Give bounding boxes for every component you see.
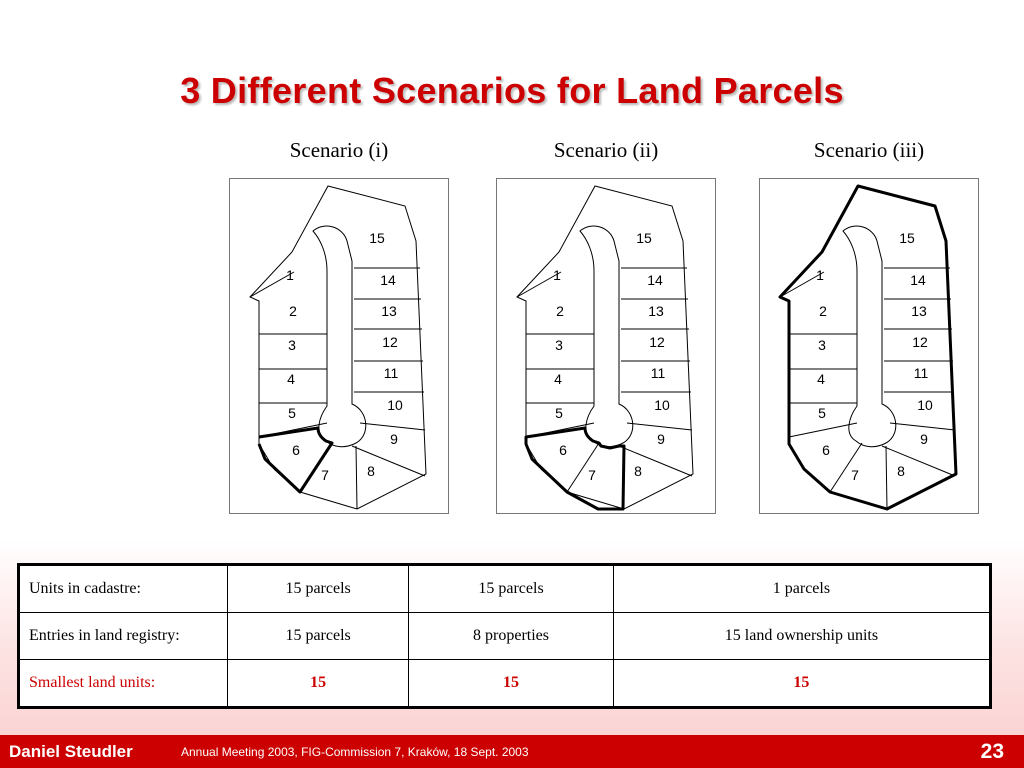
table-row (19, 660, 991, 708)
parcel-number: 14 (910, 272, 926, 288)
table-cell: 15 (613, 660, 990, 708)
parcel-number: 10 (387, 397, 403, 413)
parcel-map-scenario-i (229, 178, 449, 514)
table-cell: 15 (409, 660, 614, 708)
parcel-number: 10 (917, 397, 933, 413)
parcel-number: 4 (287, 371, 295, 387)
parcel-number: 6 (292, 442, 300, 458)
parcel-number: 7 (321, 467, 329, 483)
parcel-number: 12 (382, 334, 398, 350)
parcel-number: 15 (636, 230, 652, 246)
parcel-number: 2 (556, 303, 564, 319)
parcel-number: 4 (817, 371, 825, 387)
row-label: Entries in land registry: (19, 613, 228, 660)
table-row (19, 613, 991, 660)
parcel-number: 1 (286, 267, 294, 283)
parcel-number: 8 (897, 463, 905, 479)
scenario-label-i: Scenario (i) (289, 138, 389, 162)
table-row (19, 565, 991, 613)
slide-title: 3 Different Scenarios for Land Parcels (180, 70, 844, 111)
row-label: Smallest land units: (19, 660, 228, 708)
parcel-number: 8 (634, 463, 642, 479)
parcel-map-scenario-ii (496, 178, 716, 514)
scenario-label-ii: Scenario (ii) (553, 138, 659, 162)
parcel-number: 10 (654, 397, 670, 413)
parcel-number: 6 (822, 442, 830, 458)
parcel-number: 11 (650, 365, 666, 381)
parcel-number: 7 (588, 467, 596, 483)
parcel-number: 1 (553, 267, 561, 283)
parcel-number: 11 (913, 365, 929, 381)
parcel-number: 14 (647, 272, 663, 288)
parcel-number: 2 (819, 303, 827, 319)
parcel-number: 9 (390, 431, 398, 447)
table-cell: 1 parcels (613, 565, 990, 613)
row-label: Units in cadastre: (19, 565, 228, 613)
table-cell: 15 land ownership units (613, 613, 990, 660)
table-cell: 15 parcels (228, 613, 409, 660)
parcel-number: 14 (380, 272, 396, 288)
table-cell: 8 properties (409, 613, 614, 660)
parcel-number: 7 (851, 467, 859, 483)
parcel-number: 9 (657, 431, 665, 447)
parcel-number: 5 (818, 405, 826, 421)
parcel-number: 12 (649, 334, 665, 350)
parcel-diagram (497, 179, 715, 513)
parcel-number: 15 (899, 230, 915, 246)
comparison-table (17, 563, 992, 709)
parcel-number: 13 (911, 303, 927, 319)
parcel-diagram (760, 179, 978, 513)
parcel-map-scenario-iii (759, 178, 979, 514)
parcel-number: 6 (559, 442, 567, 458)
table-cell: 15 parcels (409, 565, 614, 613)
author-name: Daniel Steudler (9, 742, 133, 761)
parcel-number: 2 (289, 303, 297, 319)
parcel-number: 12 (912, 334, 928, 350)
parcel-diagram (230, 179, 448, 513)
parcel-number: 11 (383, 365, 399, 381)
parcel-number: 3 (555, 337, 563, 353)
parcel-number: 13 (648, 303, 664, 319)
parcel-number: 3 (818, 337, 826, 353)
parcel-number: 4 (554, 371, 562, 387)
parcel-number: 1 (816, 267, 824, 283)
parcel-number: 8 (367, 463, 375, 479)
conference-info: Annual Meeting 2003, FIG-Commission 7, Kraków, 18 Sept. 2003 (181, 745, 529, 759)
parcel-number: 9 (920, 431, 928, 447)
table-cell: 15 (228, 660, 409, 708)
parcel-number: 13 (381, 303, 397, 319)
table-cell: 15 parcels (228, 565, 409, 613)
scenario-label-iii: Scenario (iii) (813, 138, 925, 162)
page-number: 23 (980, 740, 1004, 763)
parcel-number: 15 (369, 230, 385, 246)
parcel-number: 5 (555, 405, 563, 421)
parcel-number: 3 (288, 337, 296, 353)
parcel-number: 5 (288, 405, 296, 421)
footer-bar (0, 735, 1024, 768)
